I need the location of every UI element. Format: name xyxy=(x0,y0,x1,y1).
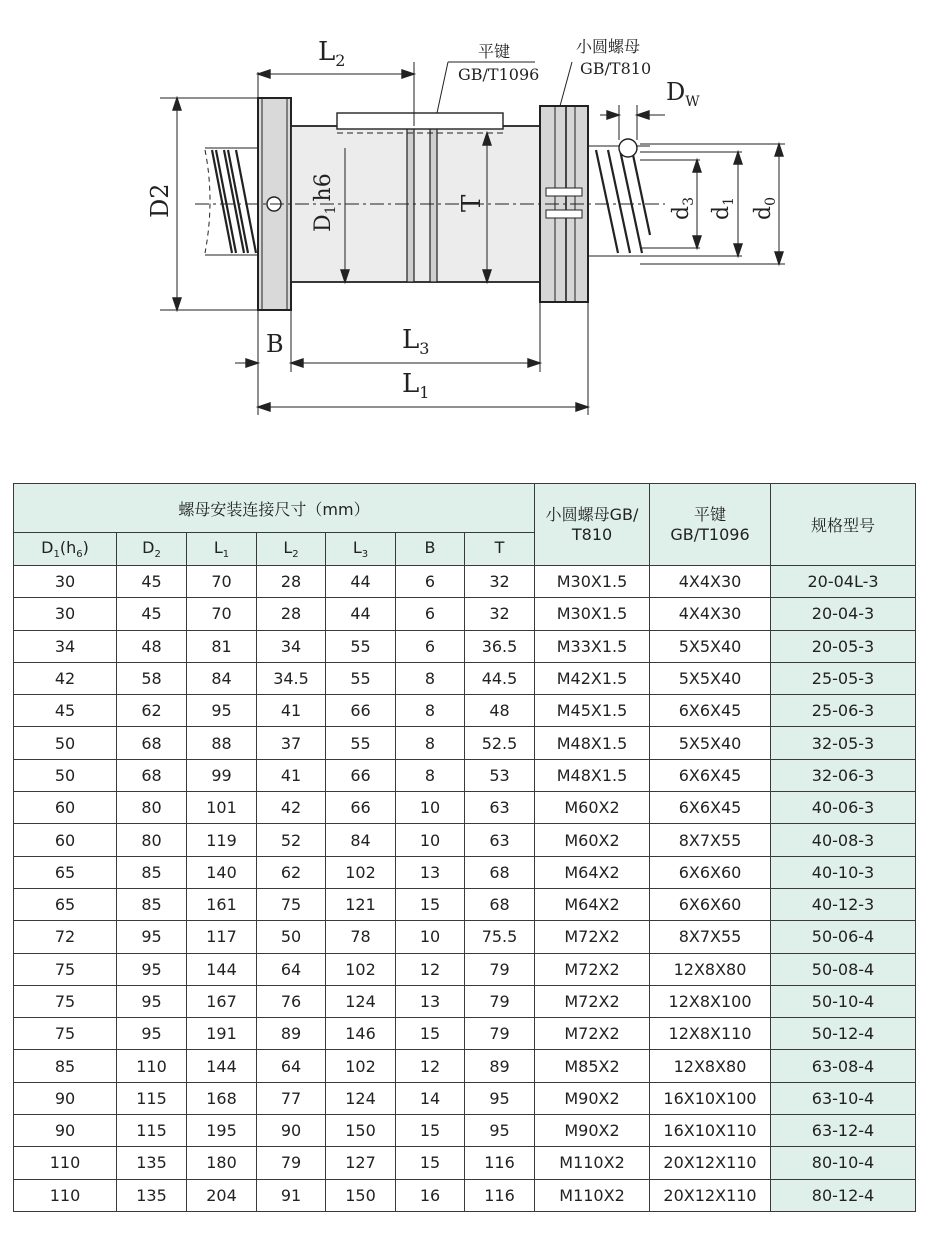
table-cell: 16 xyxy=(396,1179,465,1211)
table-cell: 95 xyxy=(117,985,187,1017)
table-cell: 102 xyxy=(326,953,396,985)
table-cell: 45 xyxy=(117,598,187,630)
table-cell: 45 xyxy=(14,695,117,727)
model-cell: 50-10-4 xyxy=(771,985,916,1017)
label-dw: $D_W$ xyxy=(666,78,700,110)
table-cell: 12 xyxy=(396,1050,465,1082)
table-cell: M60X2 xyxy=(535,792,650,824)
column-header: B xyxy=(396,533,465,566)
table-row xyxy=(14,792,916,824)
label-l2: $L_2$ xyxy=(318,37,346,70)
table-cell: 168 xyxy=(187,1082,257,1114)
table-cell: M42X1.5 xyxy=(535,662,650,694)
table-cell: 44 xyxy=(326,598,396,630)
table-cell: 144 xyxy=(187,1050,257,1082)
table-cell: 110 xyxy=(14,1179,117,1211)
table-cell: 32 xyxy=(465,566,535,598)
table-cell: 6X6X45 xyxy=(650,695,771,727)
table-cell: 99 xyxy=(187,759,257,791)
table-cell: 85 xyxy=(117,888,187,920)
key-callout-title: 平键 xyxy=(478,42,511,61)
table-cell: 84 xyxy=(326,824,396,856)
table-cell: 115 xyxy=(117,1115,187,1147)
table-cell: 15 xyxy=(396,1115,465,1147)
label-l3: $L_3$ xyxy=(402,325,430,358)
table-cell: 6X6X45 xyxy=(650,792,771,824)
table-cell: 55 xyxy=(326,727,396,759)
table-row xyxy=(14,856,916,888)
table-cell: 41 xyxy=(257,759,326,791)
table-cell: 84 xyxy=(187,662,257,694)
table-cell: 30 xyxy=(14,566,117,598)
table-cell: 78 xyxy=(326,921,396,953)
label-d0: $d_0$ xyxy=(751,196,779,220)
table-cell: M110X2 xyxy=(535,1147,650,1179)
table-cell: 85 xyxy=(117,856,187,888)
table-cell: M64X2 xyxy=(535,888,650,920)
column-header: $L_3$ xyxy=(326,533,396,566)
table-cell: 72 xyxy=(14,921,117,953)
table-cell: M30X1.5 xyxy=(535,598,650,630)
table-cell: 10 xyxy=(396,824,465,856)
table-cell: 10 xyxy=(396,792,465,824)
model-cell: 50-08-4 xyxy=(771,953,916,985)
table-cell: 95 xyxy=(187,695,257,727)
table-cell: 85 xyxy=(14,1050,117,1082)
label-d1: $d_1$ xyxy=(709,196,737,220)
table-cell: 13 xyxy=(396,985,465,1017)
table-cell: 15 xyxy=(396,888,465,920)
table-cell: 5X5X40 xyxy=(650,727,771,759)
table-cell: 12X8X110 xyxy=(650,1018,771,1050)
table-row xyxy=(14,1147,916,1179)
table-cell: 75.5 xyxy=(465,921,535,953)
table-cell: 30 xyxy=(14,598,117,630)
model-cell: 32-05-3 xyxy=(771,727,916,759)
table-cell: 144 xyxy=(187,953,257,985)
model-cell: 40-12-3 xyxy=(771,888,916,920)
table-cell: 124 xyxy=(326,985,396,1017)
table-cell: 34 xyxy=(14,630,117,662)
table-cell: 150 xyxy=(326,1115,396,1147)
table-cell: 101 xyxy=(187,792,257,824)
table-cell: M48X1.5 xyxy=(535,727,650,759)
key-callout-std: GB/T1096 xyxy=(458,65,540,84)
table-cell: M110X2 xyxy=(535,1179,650,1211)
table-cell: 52 xyxy=(257,824,326,856)
label-d3: $d_3$ xyxy=(669,196,697,220)
table-cell: 6 xyxy=(396,598,465,630)
table-cell: M72X2 xyxy=(535,985,650,1017)
table-cell: 48 xyxy=(465,695,535,727)
table-cell: 180 xyxy=(187,1147,257,1179)
table-cell: 5X5X40 xyxy=(650,630,771,662)
table-cell: 16X10X110 xyxy=(650,1115,771,1147)
ball xyxy=(619,139,637,157)
table-cell: 42 xyxy=(14,662,117,694)
table-cell: 88 xyxy=(187,727,257,759)
table-cell: 48 xyxy=(117,630,187,662)
table-cell: M90X2 xyxy=(535,1115,650,1147)
table-cell: 42 xyxy=(257,792,326,824)
table-cell: 41 xyxy=(257,695,326,727)
table-cell: 68 xyxy=(117,759,187,791)
table-cell: 68 xyxy=(465,888,535,920)
table-cell: 77 xyxy=(257,1082,326,1114)
table-row xyxy=(14,598,916,630)
table-cell: 102 xyxy=(326,1050,396,1082)
table-cell: 8X7X55 xyxy=(650,824,771,856)
table-cell: 204 xyxy=(187,1179,257,1211)
table-cell: 95 xyxy=(465,1115,535,1147)
table-cell: 50 xyxy=(14,759,117,791)
table-cell: 102 xyxy=(326,856,396,888)
table-cell: 110 xyxy=(117,1050,187,1082)
table-cell: 55 xyxy=(326,630,396,662)
table-cell: 70 xyxy=(187,566,257,598)
model-cell: 80-10-4 xyxy=(771,1147,916,1179)
table-cell: 135 xyxy=(117,1179,187,1211)
table-cell: 44 xyxy=(326,566,396,598)
table-cell: 55 xyxy=(326,662,396,694)
screw-thread-right xyxy=(588,146,650,256)
table-cell: 146 xyxy=(326,1018,396,1050)
model-cell: 63-10-4 xyxy=(771,1082,916,1114)
table-cell: 79 xyxy=(465,1018,535,1050)
table-cell: 68 xyxy=(465,856,535,888)
table-cell: 116 xyxy=(465,1147,535,1179)
table-cell: 65 xyxy=(14,856,117,888)
table-cell: M72X2 xyxy=(535,921,650,953)
table-cell: 90 xyxy=(14,1082,117,1114)
table-row xyxy=(14,1082,916,1114)
table-cell: 6 xyxy=(396,566,465,598)
table-cell: 75 xyxy=(14,985,117,1017)
table-cell: 8 xyxy=(396,727,465,759)
table-row xyxy=(14,1050,916,1082)
table-row xyxy=(14,985,916,1017)
table-cell: 12X8X80 xyxy=(650,1050,771,1082)
model-cell: 50-12-4 xyxy=(771,1018,916,1050)
table-row xyxy=(14,1115,916,1147)
table-cell: 121 xyxy=(326,888,396,920)
table-cell: 28 xyxy=(257,598,326,630)
column-header: $D_1(h_6)$ xyxy=(14,533,117,566)
table-cell: 50 xyxy=(257,921,326,953)
table-row xyxy=(14,759,916,791)
table-cell: 37 xyxy=(257,727,326,759)
table-cell: 127 xyxy=(326,1147,396,1179)
table-cell: 20X12X110 xyxy=(650,1179,771,1211)
table-row xyxy=(14,1018,916,1050)
table-cell: 16X10X100 xyxy=(650,1082,771,1114)
table-row xyxy=(14,630,916,662)
table-cell: M30X1.5 xyxy=(535,566,650,598)
model-cell: 20-04-3 xyxy=(771,598,916,630)
nut-header xyxy=(535,484,650,566)
table-cell: 65 xyxy=(14,888,117,920)
table-cell: M48X1.5 xyxy=(535,759,650,791)
table-cell: 117 xyxy=(187,921,257,953)
table-row xyxy=(14,695,916,727)
table-cell: 140 xyxy=(187,856,257,888)
table-row xyxy=(14,953,916,985)
table-cell: 44.5 xyxy=(465,662,535,694)
table-cell: 28 xyxy=(257,566,326,598)
table-cell: 90 xyxy=(14,1115,117,1147)
table-cell: 119 xyxy=(187,824,257,856)
table-cell: 36.5 xyxy=(465,630,535,662)
table-cell: M60X2 xyxy=(535,824,650,856)
table-cell: 63 xyxy=(465,792,535,824)
table-cell: M33X1.5 xyxy=(535,630,650,662)
table-cell: 6 xyxy=(396,630,465,662)
model-cell: 40-06-3 xyxy=(771,792,916,824)
table-cell: 8 xyxy=(396,759,465,791)
table-row xyxy=(14,662,916,694)
key-header xyxy=(650,484,771,566)
table-cell: 13 xyxy=(396,856,465,888)
table-cell: 70 xyxy=(187,598,257,630)
table-cell: M90X2 xyxy=(535,1082,650,1114)
key-header-line2: GB/T1096 xyxy=(670,524,750,544)
table-cell: M64X2 xyxy=(535,856,650,888)
table-cell: 6X6X45 xyxy=(650,759,771,791)
table-cell: 15 xyxy=(396,1147,465,1179)
table-cell: 4X4X30 xyxy=(650,566,771,598)
column-header: $L_2$ xyxy=(257,533,326,566)
table-cell: 75 xyxy=(14,953,117,985)
table-cell: 79 xyxy=(465,985,535,1017)
table-cell: 5X5X40 xyxy=(650,662,771,694)
table-cell: 8X7X55 xyxy=(650,921,771,953)
table-cell: 116 xyxy=(465,1179,535,1211)
model-cell: 20-04L-3 xyxy=(771,566,916,598)
table-cell: 64 xyxy=(257,953,326,985)
label-d2: D2 xyxy=(146,183,174,218)
table-cell: 75 xyxy=(257,888,326,920)
table-cell: 81 xyxy=(187,630,257,662)
table-row xyxy=(14,824,916,856)
column-header: $L_1$ xyxy=(187,533,257,566)
ball-screw-nut-drawing xyxy=(0,0,930,470)
table-cell: 135 xyxy=(117,1147,187,1179)
model-cell: 40-08-3 xyxy=(771,824,916,856)
label-b: B xyxy=(266,330,284,358)
table-cell: 195 xyxy=(187,1115,257,1147)
table-cell: 14 xyxy=(396,1082,465,1114)
table-cell: 79 xyxy=(465,953,535,985)
flat-key xyxy=(337,113,503,129)
model-cell: 40-10-3 xyxy=(771,856,916,888)
table-cell: 62 xyxy=(257,856,326,888)
table-cell: 95 xyxy=(117,921,187,953)
table-cell: 60 xyxy=(14,824,117,856)
column-header: $D_2$ xyxy=(117,533,187,566)
table-cell: M72X2 xyxy=(535,953,650,985)
table-row xyxy=(14,1179,916,1211)
table-cell: 167 xyxy=(187,985,257,1017)
table-cell: 75 xyxy=(14,1018,117,1050)
model-cell: 20-05-3 xyxy=(771,630,916,662)
nut-callout-std: GB/T810 xyxy=(580,59,652,78)
table-row xyxy=(14,727,916,759)
table-cell: 91 xyxy=(257,1179,326,1211)
table-cell: 12 xyxy=(396,953,465,985)
table-cell: 4X4X30 xyxy=(650,598,771,630)
table-cell: 68 xyxy=(117,727,187,759)
table-cell: 89 xyxy=(257,1018,326,1050)
table-cell: 15 xyxy=(396,1018,465,1050)
table-cell: 90 xyxy=(257,1115,326,1147)
table-cell: M45X1.5 xyxy=(535,695,650,727)
model-cell: 25-05-3 xyxy=(771,662,916,694)
screw-thread-left xyxy=(205,148,262,255)
nut-header-line1: 小圆螺母GB/ xyxy=(545,504,639,524)
label-t: T xyxy=(457,194,487,212)
table-cell: 79 xyxy=(257,1147,326,1179)
table-row xyxy=(14,888,916,920)
table-cell: 66 xyxy=(326,759,396,791)
table-cell: 66 xyxy=(326,792,396,824)
table-cell: 80 xyxy=(117,824,187,856)
table-cell: 63 xyxy=(465,824,535,856)
table-cell: 110 xyxy=(14,1147,117,1179)
table-cell: 45 xyxy=(117,566,187,598)
table-cell: 95 xyxy=(117,953,187,985)
column-header: T xyxy=(465,533,535,566)
table-cell: M72X2 xyxy=(535,1018,650,1050)
table-cell: 50 xyxy=(14,727,117,759)
table-cell: 124 xyxy=(326,1082,396,1114)
table-cell: 60 xyxy=(14,792,117,824)
table-cell: 161 xyxy=(187,888,257,920)
table-cell: 62 xyxy=(117,695,187,727)
table-cell: 8 xyxy=(396,695,465,727)
table-cell: 53 xyxy=(465,759,535,791)
key-header-line1: 平键 xyxy=(694,504,727,524)
table-cell: 95 xyxy=(117,1018,187,1050)
table-cell: 150 xyxy=(326,1179,396,1211)
model-header: 规格型号 xyxy=(771,484,916,566)
model-cell: 80-12-4 xyxy=(771,1179,916,1211)
table-cell: 66 xyxy=(326,695,396,727)
table-cell: 89 xyxy=(465,1050,535,1082)
table-cell: 58 xyxy=(117,662,187,694)
table-cell: 76 xyxy=(257,985,326,1017)
table-cell: 191 xyxy=(187,1018,257,1050)
table-cell: 6X6X60 xyxy=(650,888,771,920)
table-cell: 32 xyxy=(465,598,535,630)
model-cell: 50-06-4 xyxy=(771,921,916,953)
model-cell: 63-12-4 xyxy=(771,1115,916,1147)
table-cell: 12X8X80 xyxy=(650,953,771,985)
table-cell: M85X2 xyxy=(535,1050,650,1082)
table-cell: 20X12X110 xyxy=(650,1147,771,1179)
table-cell: 34.5 xyxy=(257,662,326,694)
table-cell: 52.5 xyxy=(465,727,535,759)
table-cell: 6X6X60 xyxy=(650,856,771,888)
table-cell: 10 xyxy=(396,921,465,953)
label-d1h6: $D_1h6$ xyxy=(311,173,339,232)
spec-table xyxy=(13,483,916,1212)
table-cell: 80 xyxy=(117,792,187,824)
model-cell: 63-08-4 xyxy=(771,1050,916,1082)
table-row xyxy=(14,566,916,598)
table-cell: 8 xyxy=(396,662,465,694)
table-row xyxy=(14,921,916,953)
nut-header-line2: T810 xyxy=(571,524,613,544)
table-cell: 64 xyxy=(257,1050,326,1082)
table-cell: 95 xyxy=(465,1082,535,1114)
group-header: 螺母安装连接尺寸（mm） xyxy=(14,484,535,533)
label-l1: $L_1$ xyxy=(402,369,430,402)
table-cell: 12X8X100 xyxy=(650,985,771,1017)
nut-callout-title: 小圆螺母 xyxy=(576,37,641,56)
model-cell: 32-06-3 xyxy=(771,759,916,791)
table-cell: 34 xyxy=(257,630,326,662)
table-cell: 115 xyxy=(117,1082,187,1114)
model-cell: 25-06-3 xyxy=(771,695,916,727)
